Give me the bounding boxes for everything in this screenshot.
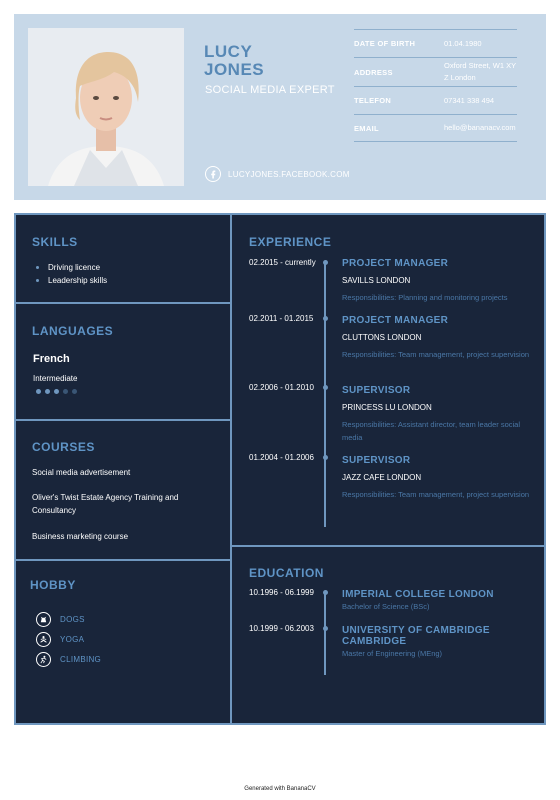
school-title: IMPERIAL COLLEGE LONDON [342, 589, 494, 600]
list-item: Leadership skills [36, 274, 107, 287]
bullet-icon [36, 266, 39, 269]
contact-row-address [354, 57, 517, 86]
school-degree: Master of Engineering (MEng) [342, 649, 443, 658]
school-degree: Bachelor of Science (BSc) [342, 602, 430, 611]
full-name [204, 43, 264, 79]
job-title: SUPERVISOR [342, 455, 411, 466]
rating-dot [54, 389, 59, 394]
job-role: SOCIAL MEDIA EXPERT [205, 84, 335, 96]
experience-dates: 01.2004 - 01.2006 [249, 453, 314, 462]
bullet-icon [36, 279, 39, 282]
job-responsibilities: Responsibilities: Assistant director, team leader social media [342, 420, 521, 442]
course-item: Social media advertisement [32, 468, 131, 477]
school-title: UNIVERSITY OF CAMBRIDGE CAMBRIDGE [342, 625, 490, 647]
education-dates: 10.1999 - 06.2003 [249, 624, 314, 633]
skills-panel [14, 213, 232, 304]
experience-dates: 02.2011 - 01.2015 [249, 314, 314, 323]
profile-photo [28, 28, 184, 186]
first-name: LUCY [204, 42, 253, 61]
list-item: Driving licence [36, 261, 107, 274]
timeline-dot [323, 385, 328, 390]
last-name: JONES [204, 60, 265, 79]
experience-timeline [324, 262, 326, 527]
job-title: PROJECT MANAGER [342, 258, 449, 269]
hobby-title: HOBBY [30, 578, 76, 592]
timeline-dot [323, 316, 328, 321]
timeline-dot [323, 590, 328, 595]
footer-credit: Generated with BananaCV [244, 786, 316, 792]
rating-dot [63, 389, 68, 394]
job-responsibilities: Responsibilities: Team management, project supervision [342, 490, 530, 499]
job-company: SAVILLS LONDON [342, 276, 411, 285]
phone-value: 07341 338 494 [444, 95, 495, 105]
courses-title: COURSES [32, 440, 95, 454]
hobby-list [36, 609, 101, 669]
job-responsibilities: Responsibilities: Planning and monitoring projects [342, 293, 508, 302]
job-title: SUPERVISOR [342, 385, 411, 396]
facebook-url: LUCYJONES.FACEBOOK.COM [228, 169, 350, 179]
course-item: Oliver's Twist Estate Agency Training and Consultancy [32, 493, 179, 515]
job-title: PROJECT MANAGER [342, 315, 449, 326]
experience-title: EXPERIENCE [249, 235, 332, 249]
contact-row-dob [354, 29, 517, 57]
phone-label: TELEFON [354, 96, 392, 105]
contact-row-email [354, 114, 517, 142]
yoga-icon [36, 632, 51, 647]
address-value: Oxford Street, W1 XYZ London [444, 61, 517, 82]
address-label: ADDRESS [354, 67, 393, 77]
language-rating [36, 389, 77, 394]
contact-row-phone [354, 86, 517, 114]
job-responsibilities: Responsibilities: Team management, project supervision [342, 350, 530, 359]
rating-dot [72, 389, 77, 394]
hobby-item-climbing: CLIMBING [36, 649, 101, 669]
email-value[interactable]: hello@bananacv.com [444, 123, 516, 132]
experience-dates: 02.2006 - 01.2010 [249, 383, 314, 392]
education-title: EDUCATION [249, 566, 324, 580]
job-company: PRINCESS LU LONDON [342, 403, 432, 412]
timeline-dot [323, 455, 328, 460]
education-dates: 10.1996 - 06.1999 [249, 588, 314, 597]
language-level: Intermediate [33, 374, 78, 383]
course-item: Business marketing course [32, 532, 129, 541]
dog-icon [36, 612, 51, 627]
dob-label: DATE OF BIRTH [354, 39, 416, 48]
languages-title: LANGUAGES [32, 324, 114, 338]
education-timeline [324, 593, 326, 675]
timeline-dot [323, 260, 328, 265]
hobby-item-yoga: YOGA [36, 629, 101, 649]
skills-title: SKILLS [32, 235, 78, 249]
dob-value: 01.04.1980 [444, 38, 482, 48]
rating-dot [45, 389, 50, 394]
climbing-icon [36, 652, 51, 667]
job-company: JAZZ CAFE LONDON [342, 473, 422, 482]
facebook-link[interactable] [205, 166, 350, 182]
timeline-dot [323, 626, 328, 631]
email-label: EMAIL [354, 123, 379, 133]
skills-list [36, 261, 107, 287]
language-name: French [33, 353, 70, 365]
experience-dates: 02.2015 - currently [249, 258, 316, 267]
job-company: CLUTTONS LONDON [342, 333, 422, 342]
contact-table [354, 29, 517, 142]
facebook-icon [205, 166, 221, 182]
hobby-item-dogs: DOGS [36, 609, 101, 629]
rating-dot [36, 389, 41, 394]
